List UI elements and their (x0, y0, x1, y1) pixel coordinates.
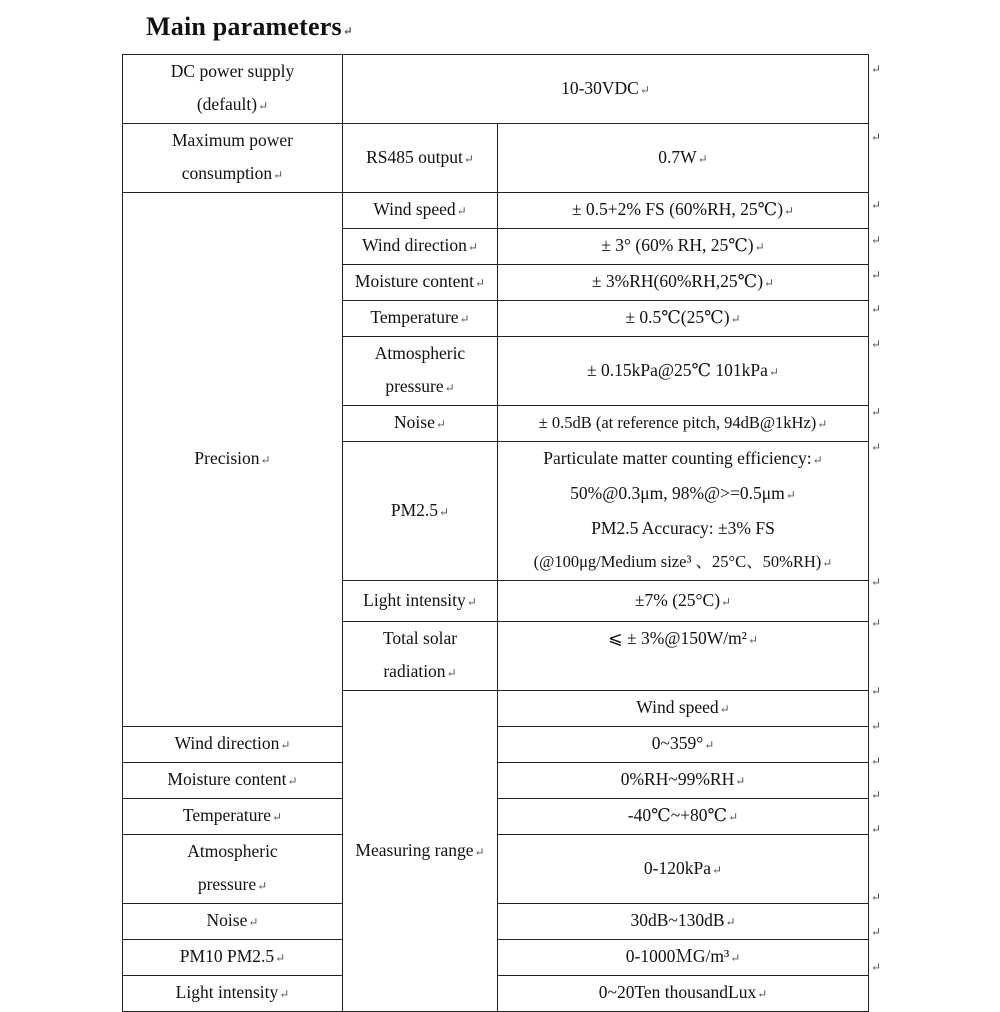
cell-name: Total solar radiation↵ (343, 622, 498, 691)
cell-value: -40℃~+80℃↵ (498, 799, 869, 835)
paragraph-mark-icon: ↵ (342, 24, 354, 38)
cell-name: PM10 PM2.5↵ (123, 940, 343, 976)
cell-name: Temperature↵ (123, 799, 343, 835)
row-end-mark-icon: ↵ (871, 233, 882, 247)
row-end-mark-icon: ↵ (871, 788, 882, 802)
cell-value: 10-30VDC↵ (343, 55, 869, 124)
row-end-mark-icon: ↵ (871, 337, 882, 351)
table-row (123, 193, 869, 229)
cell-name: Light intensity↵ (343, 581, 498, 622)
cell-value: ± 0.15kPa@25℃ 101kPa↵ (498, 337, 869, 406)
cell-name: Wind direction↵ (123, 727, 343, 763)
cell-value: ± 3%RH(60%RH,25℃)↵ (498, 265, 869, 301)
row-end-mark-icon: ↵ (871, 616, 882, 630)
row-end-mark-icon: ↵ (871, 890, 882, 904)
group-label: Measuring range↵ (343, 691, 498, 1012)
cell-value: ±7% (25°C)↵ (498, 581, 869, 622)
cell-value: ⩽ ± 3%@150W/m²↵ (498, 622, 869, 691)
row-end-mark-icon: ↵ (871, 130, 882, 144)
cell-value: 0-1000ＭG/m³↵ (498, 940, 869, 976)
cell-name: Wind speed↵ (343, 193, 498, 229)
cell-value: 30dB~130dB↵ (498, 904, 869, 940)
cell-value: ± 0.5dB (at reference pitch, 94dB@1kHz)↵ (498, 406, 869, 442)
cell-name: Noise↵ (343, 406, 498, 442)
cell-value: ± 0.5+2% FS (60%RH, 25℃)↵ (498, 193, 869, 229)
cell-value: 0~20Ten thousandLux↵ (498, 976, 869, 1012)
row-end-mark-icon: ↵ (871, 754, 882, 768)
table-row (123, 55, 869, 124)
row-end-mark-icon: ↵ (871, 62, 882, 76)
cell-name: Moisture content↵ (343, 265, 498, 301)
row-end-mark-icon: ↵ (871, 960, 882, 974)
parameters-table (122, 54, 869, 1012)
row-end-mark-icon: ↵ (871, 822, 882, 836)
row-end-mark-icon: ↵ (871, 405, 882, 419)
cell-name: Atmospheric pressure↵ (123, 835, 343, 904)
cell-name: Wind direction↵ (343, 229, 498, 265)
cell-name: Wind speed↵ (498, 691, 869, 727)
row-end-mark-icon: ↵ (871, 575, 882, 589)
row-end-mark-icon: ↵ (871, 684, 882, 698)
row-end-mark-icon: ↵ (871, 302, 882, 316)
cell-value: 0.7W↵ (498, 124, 869, 193)
row-end-mark-icon: ↵ (871, 719, 882, 733)
cell-name: PM2.5↵ (343, 442, 498, 581)
cell-name: Noise↵ (123, 904, 343, 940)
cell-value: 0-120kPa↵ (498, 835, 869, 904)
cell-value: 0%RH~99%RH↵ (498, 763, 869, 799)
row-label: Maximum power consumption↵ (123, 124, 343, 193)
row-end-mark-icon: ↵ (871, 268, 882, 282)
cell-name: RS485 output↵ (343, 124, 498, 193)
cell-value: ± 3° (60% RH, 25℃)↵ (498, 229, 869, 265)
cell-value: Particulate matter counting efficiency:↵ 50%@0.3μm, 98%@>=0.5μm↵ PM2.5 Accuracy: ±3% FS (@100μg/Medium size³ 、25°C、50%RH)↵ (498, 442, 869, 581)
cell-value: 0~359°↵ (498, 727, 869, 763)
group-label: Precision↵ (123, 193, 343, 727)
table-row (123, 124, 869, 193)
page-title: Main parameters↵ (146, 12, 354, 41)
cell-name: Moisture content↵ (123, 763, 343, 799)
cell-name: Atmospheric pressure↵ (343, 337, 498, 406)
row-end-mark-icon: ↵ (871, 440, 882, 454)
row-label: DC power supply (default)↵ (123, 55, 343, 124)
cell-name: Light intensity↵ (123, 976, 343, 1012)
cell-value: ± 0.5℃(25℃)↵ (498, 301, 869, 337)
row-end-mark-icon: ↵ (871, 198, 882, 212)
cell-name: Temperature↵ (343, 301, 498, 337)
row-end-mark-icon: ↵ (871, 925, 882, 939)
